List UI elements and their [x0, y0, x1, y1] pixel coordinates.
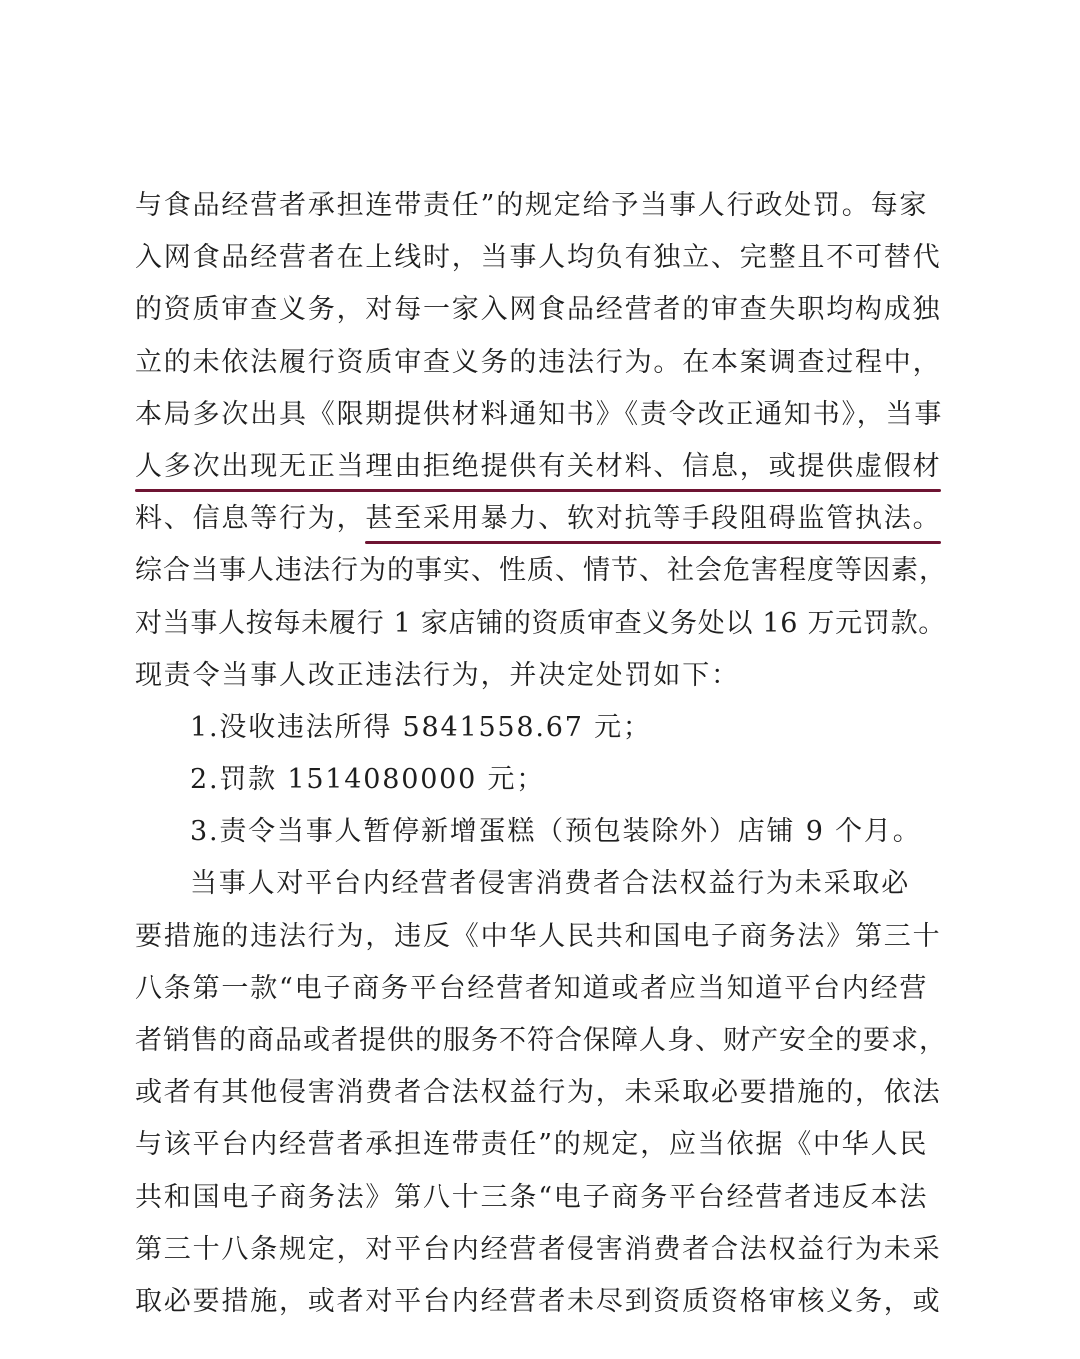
text-line: [135, 180, 945, 232]
text-segment: 与食品经营者承担连带责任”的规定给予当事人行政处罚。每家: [135, 190, 929, 221]
text-segment: 者销售的商品或者提供的服务不符合保障人身、财产安全的要求，: [135, 1025, 947, 1056]
text-line: [135, 1067, 945, 1119]
text-segment: 或者有其他侵害消费者合法权益行为，未采取必要措施的，依法: [135, 1077, 942, 1109]
text-segment: 料、信息等行为，: [135, 503, 366, 535]
text-line: [135, 911, 945, 963]
text-segment: 与该平台内经营者承担连带责任”的规定，应当依据《中华人民: [135, 1129, 929, 1161]
text-segment: 3.责令当事人暂停新增蛋糕（预包装除外）店铺 9 个月。: [190, 816, 922, 848]
text-segment: 现责令当事人改正违法行为，并决定处罚如下：: [135, 659, 740, 691]
text-line: [135, 284, 945, 336]
text-segment: 综合当事人违法行为的事实、性质、情节、社会危害程度等因素，: [135, 555, 947, 587]
text-segment: 取必要措施，或者对平台内经营者未尽到资质资格审核义务，或: [135, 1285, 942, 1317]
text-line: [135, 1015, 945, 1067]
text-line: [135, 1172, 945, 1224]
text-line: [135, 441, 945, 493]
text-segment: 第三十八条规定，对平台内经营者侵害消费者合法权益行为未采: [135, 1233, 942, 1265]
text-line: [135, 1276, 945, 1328]
text-line: [135, 337, 945, 389]
underlined-text: 人多次出现无正当理由拒绝提供有关材料、信息，或提供虚假材: [135, 441, 941, 493]
text-segment: 1.没收违法所得 5841558.67 元；: [190, 711, 652, 743]
text-line: [135, 702, 945, 754]
underlined-text: 甚至采用暴力、软对抗等手段阻碍监管执法。: [365, 493, 941, 545]
text-segment: 要措施的违法行为，违反《中华人民共和国电子商务法》第三十: [135, 920, 942, 952]
text-segment: 对当事人按每未履行 1 家店铺的资质审查义务处以 16 万元罚款。: [135, 607, 946, 639]
text-line: [135, 650, 945, 702]
text-segment: 八条第一款“电子商务平台经营者知道或者应当知道平台内经营: [135, 972, 929, 1004]
text-segment: 立的未依法履行资质审查义务的违法行为。在本案调查过程中，: [135, 346, 942, 378]
text-line: [135, 493, 945, 545]
text-segment: 入网食品经营者在上线时，当事人均负有独立、完整且不可替代: [135, 242, 942, 274]
text-line: [135, 598, 945, 650]
text-line: [135, 858, 945, 910]
text-line: [135, 806, 945, 858]
text-line: [135, 754, 945, 806]
text-segment: 2.罚款 1514080000 元；: [190, 764, 546, 796]
text-line: [135, 963, 945, 1015]
text-line: [135, 232, 945, 284]
text-segment: 本局多次出具《限期提供材料通知书》《责令改正通知书》，当事: [135, 398, 944, 430]
text-line: [135, 389, 945, 441]
text-line: [135, 1119, 945, 1171]
document-body: [135, 180, 945, 1328]
text-line: [135, 1224, 945, 1276]
text-segment: 的资质审查义务，对每一家入网食品经营者的审查失职均构成独: [135, 294, 942, 326]
text-line: [135, 545, 945, 597]
text-segment: 当事人对平台内经营者侵害消费者合法权益行为未采取必: [190, 868, 910, 900]
text-segment: 共和国电子商务法》第八十三条“电子商务平台经营者违反本法: [135, 1181, 929, 1213]
